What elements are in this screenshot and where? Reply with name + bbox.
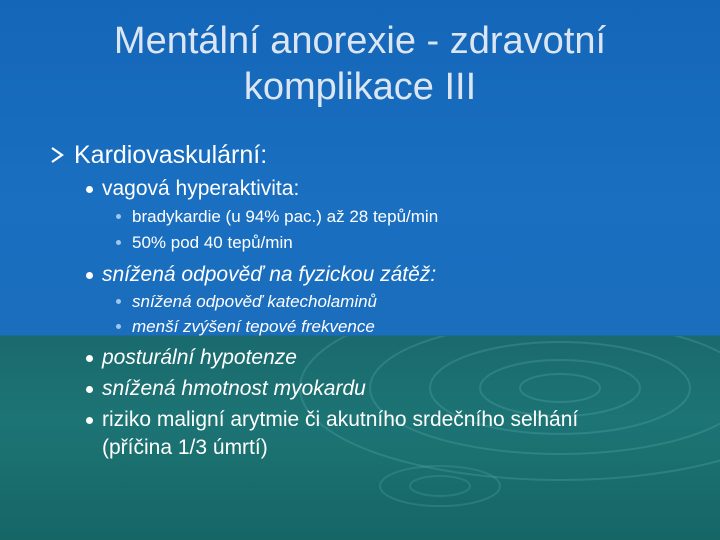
list-item: snížená hmotnost myokardu bbox=[102, 377, 366, 400]
section-heading: Kardiovaskulární: bbox=[74, 141, 268, 169]
small-dot-icon bbox=[116, 240, 121, 245]
round-bullet-icon bbox=[86, 272, 93, 279]
sub-list-item: snížená odpověď katecholaminů bbox=[132, 292, 378, 311]
sub-list-item: menší zvýšení tepové frekvence bbox=[132, 317, 375, 336]
round-bullet-icon bbox=[86, 355, 93, 362]
list-item: snížená odpověď na fyzickou zátěž: bbox=[102, 263, 437, 286]
round-bullet-icon bbox=[86, 186, 93, 193]
small-dot-icon bbox=[116, 324, 121, 329]
slide-title bbox=[60, 18, 660, 110]
list-item: posturální hypotenze bbox=[102, 346, 297, 369]
small-dot-icon bbox=[116, 214, 121, 219]
list-item: riziko maligní arytmie či akutního srdečního selhání bbox=[102, 408, 579, 431]
list-item: vagová hyperaktivita: bbox=[102, 177, 300, 200]
small-dot-icon bbox=[116, 299, 121, 304]
round-bullet-icon bbox=[86, 386, 93, 393]
arrow-bullet-icon bbox=[50, 146, 64, 164]
sub-list-item: 50% pod 40 tepů/min bbox=[132, 233, 293, 252]
title-line-2: komplikace III bbox=[243, 66, 477, 108]
list-item-continuation: (příčina 1/3 úmrtí) bbox=[102, 436, 268, 459]
sub-list-item: bradykardie (u 94% pac.) až 28 tepů/min bbox=[132, 207, 439, 226]
title-line-1: Mentální anorexie - zdravotní bbox=[113, 20, 607, 62]
round-bullet-icon bbox=[86, 417, 93, 424]
